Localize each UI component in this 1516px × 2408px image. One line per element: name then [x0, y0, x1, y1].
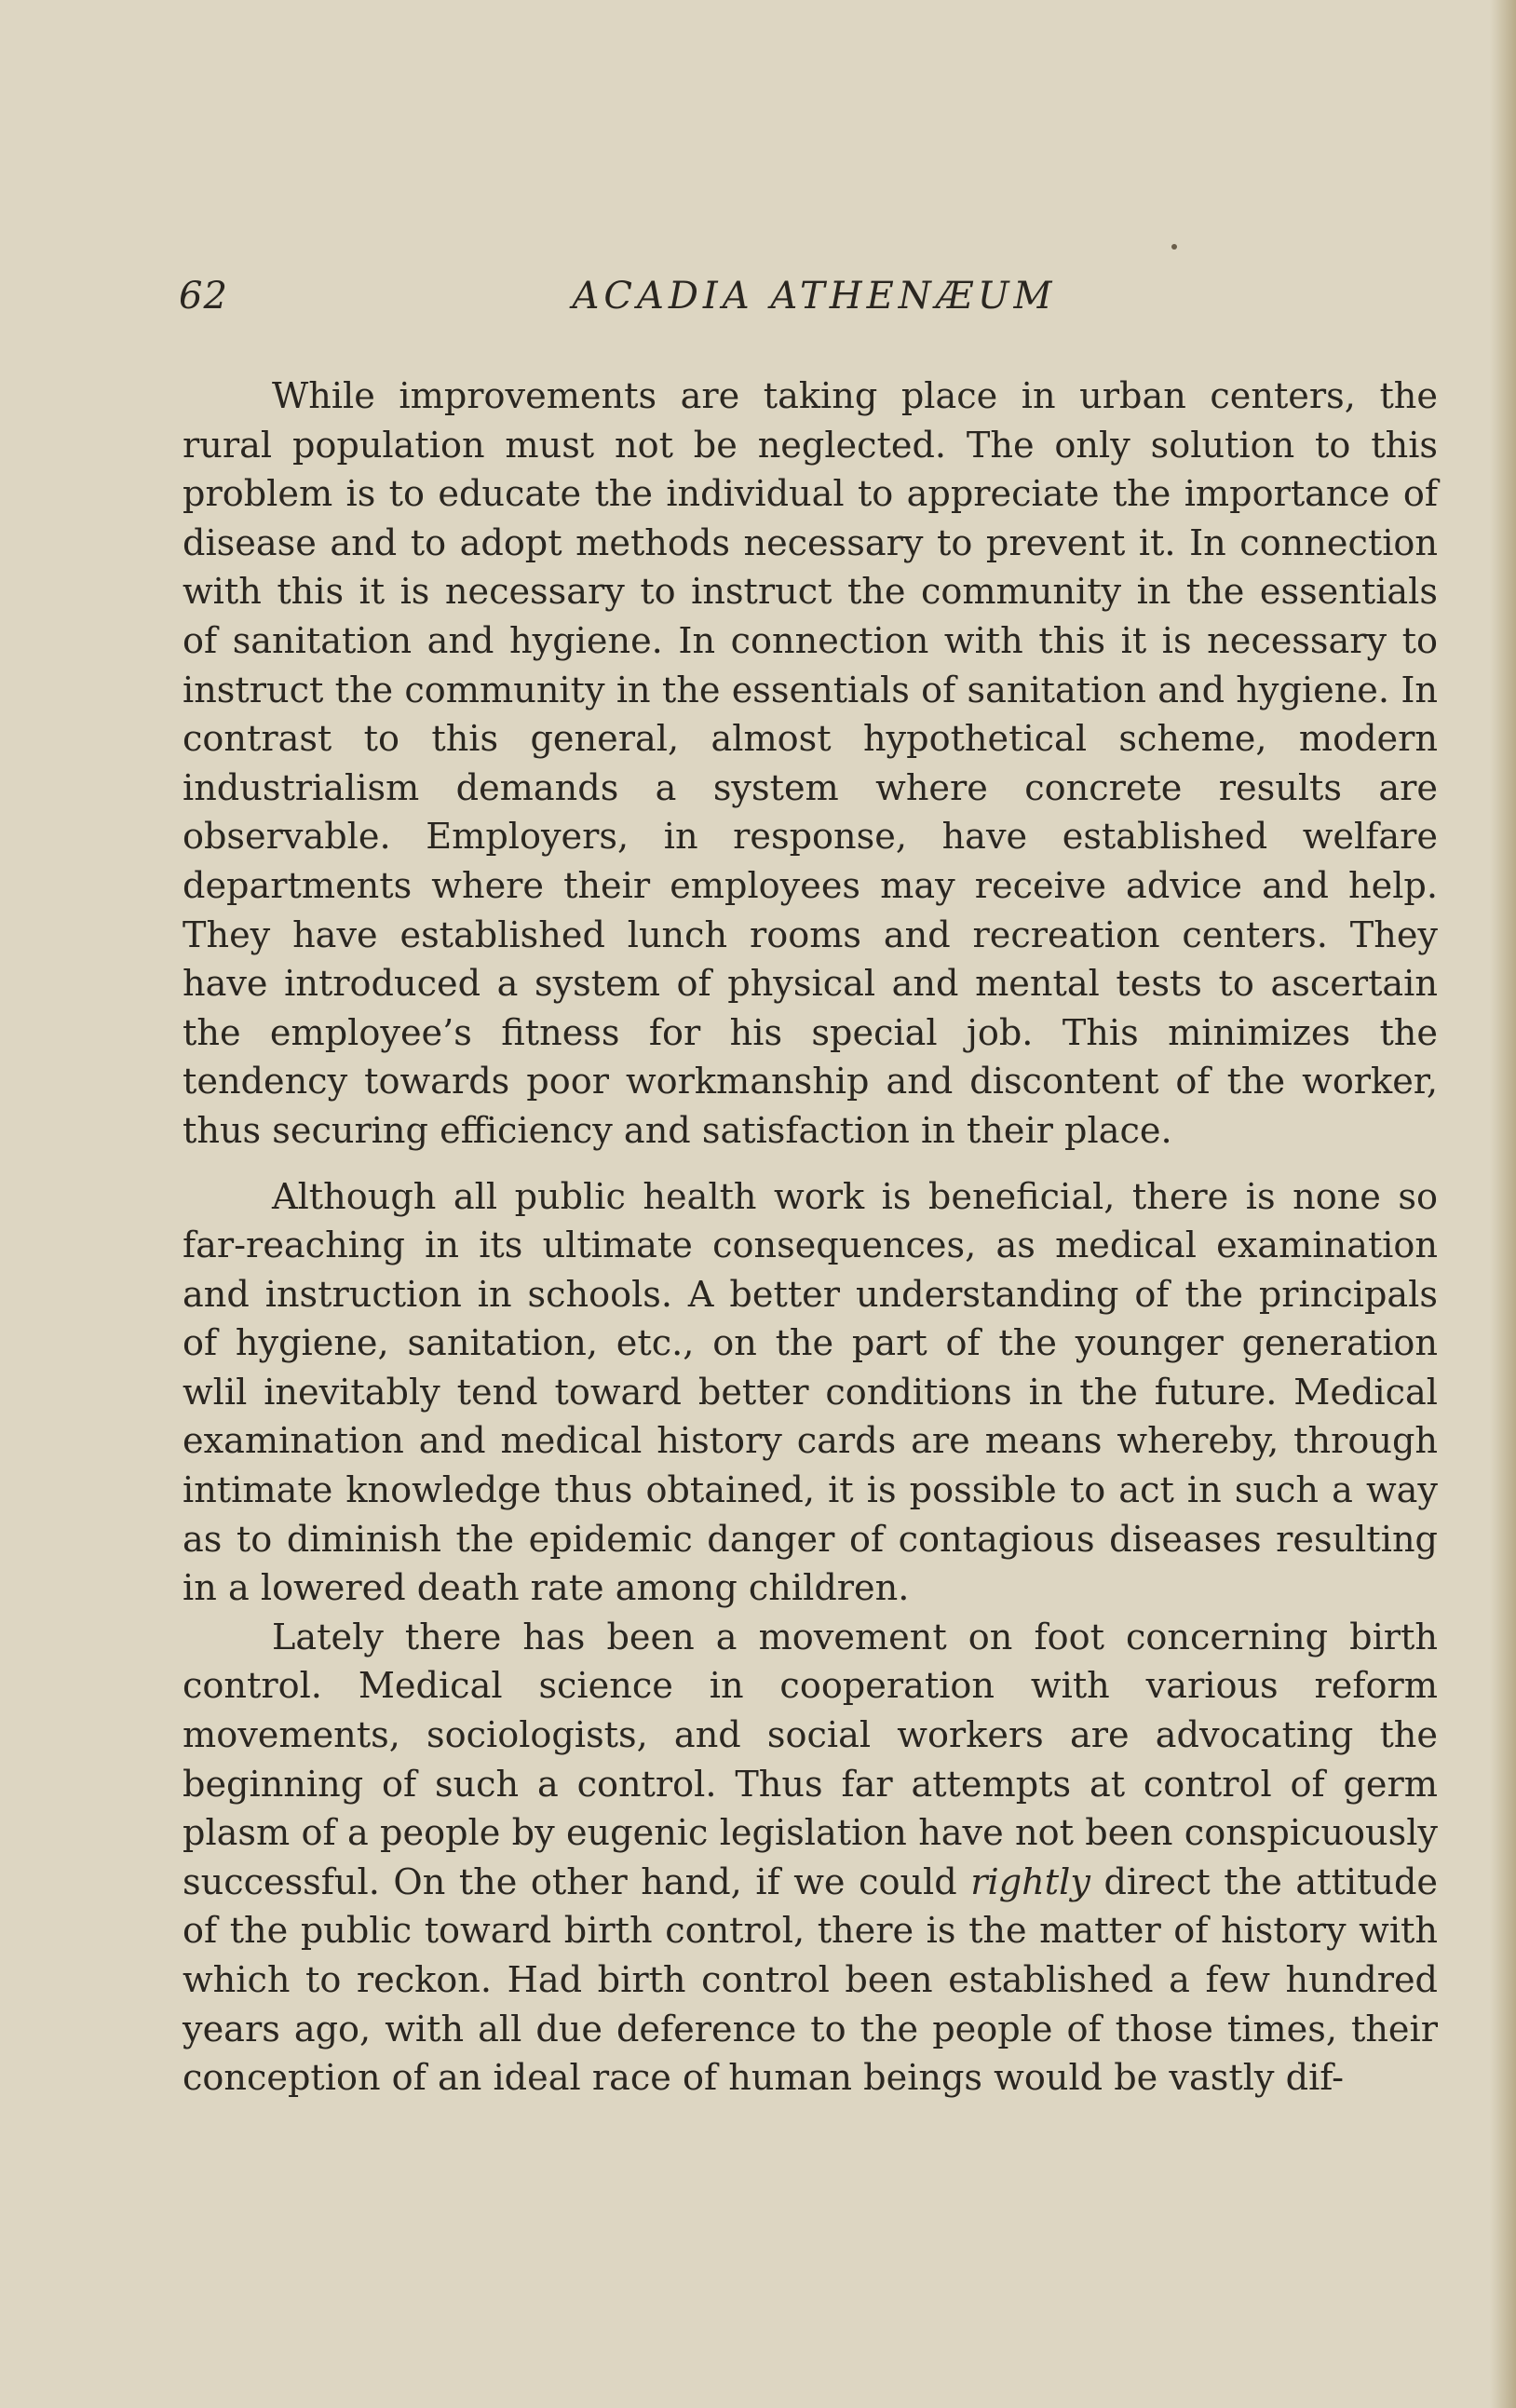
paragraph-urban-rural: While improvements are taking place in urban centers, the rural population must not be neglected. The only solution to this problem is to educate the individual to appreciate the importance of disease and to adopt methods necessary to prevent it. In connection with this it is necessary to instruct the community in the essentials of sanitation and hygiene. In connection with this it is necessary to instruct the community in the essentials of sanitation and hygiene. In contrast to this general, almost hypothetical scheme, modern industrialism demands a system where concrete results are observable. Employers, in response, have established welfare departments where their employees may receive advice and help. They have established lunch rooms and recreation centers. They have introduced a system of physical and mental tests to ascertain the employee’s fitness for his special job. This minimizes the tendency towards poor workmanship and discontent of the worker, thus securing efficiency and satisfaction in their place. — [183, 376, 1438, 1152]
page-header — [179, 275, 1450, 331]
body-text — [183, 372, 1438, 2104]
paragraph-school-health: Although all public health work is beneficial, there is none so far-reaching in its ultimate consequences, as medical examination and instruction in schools. A better understanding of the principals of hygiene, sanitation, etc., on the part of the younger generation wlil inevitably tend toward better conditions in the future. Medical examination and medical history cards are means whereby, through intimate knowledge thus obtained, it is possible to act in such a way as to diminish the epidemic danger of contagious diseases resulting in a lowered death rate among children. — [183, 1176, 1438, 1610]
page-edge-shadow — [1490, 0, 1516, 2408]
paragraph-birth-control — [183, 1614, 1438, 2104]
italic-word: rightly — [970, 1861, 1090, 1903]
page-number: 62 — [179, 275, 228, 318]
ink-speck — [1171, 244, 1177, 250]
paragraph-text-segment: direct the attitude of the public toward birth control, there is the matter of history with which to reckon. Had birth control been established a few hundred years ago, with all due deference to the people of those times, their conception of an ideal race of human beings would be vastly dif- — [183, 1861, 1438, 2100]
paragraph-text-segment: Lately there has been a movement on foot concerning birth control. Medical science in cooperation with various reform movements, sociologists, and social workers are advocating the beginning of such a control. Thus far attempts at control of germ plasm of a people by eugenic legislation have not been conspicuously successful. On the other hand, if we could — [183, 1617, 1438, 1903]
running-title: ACADIA ATHENÆUM — [572, 275, 1057, 318]
